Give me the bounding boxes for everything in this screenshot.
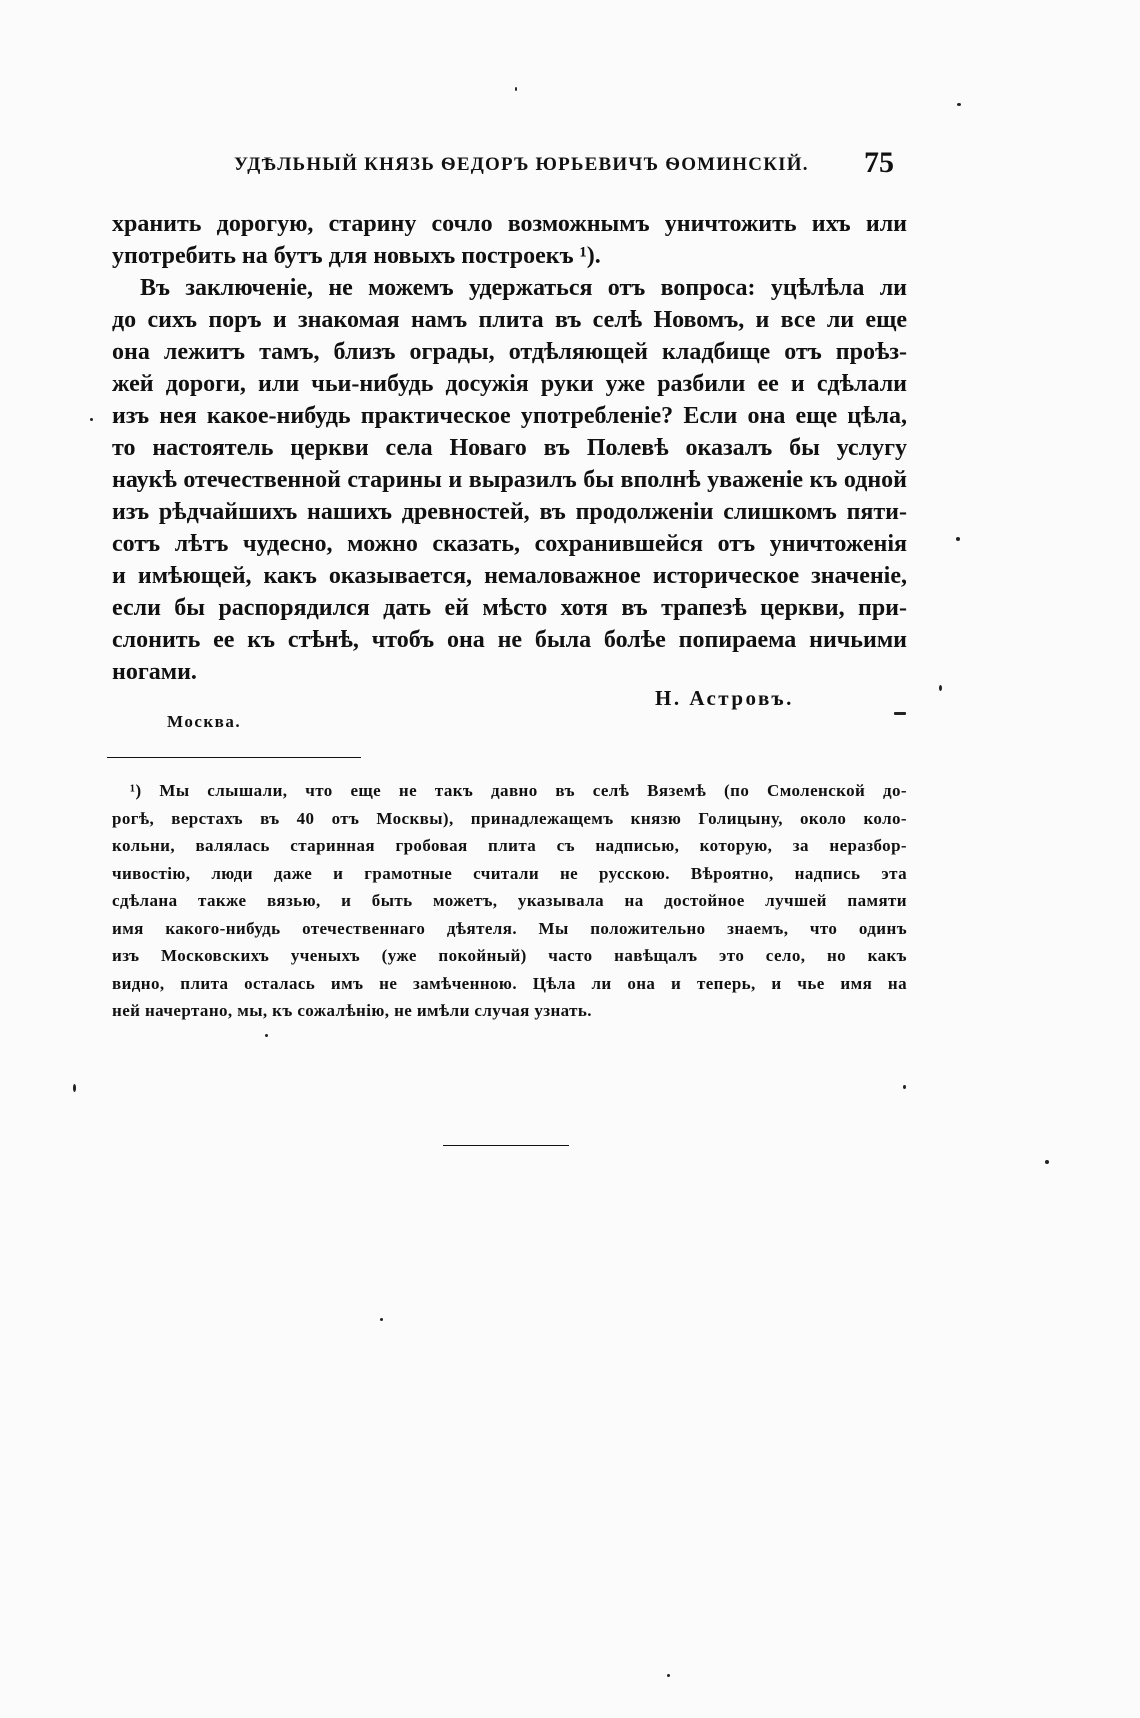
footnote xyxy=(112,777,907,1025)
footnote-divider xyxy=(107,757,361,758)
scan-speck xyxy=(894,712,906,715)
text-line: слонить ее къ стѣнѣ, чтобъ она не была болѣе попираема ничьими xyxy=(112,627,907,653)
author-signature: Н. Астровъ. xyxy=(655,686,794,710)
text-line: если бы распорядился дать ей мѣсто хотя въ трапезѣ церкви, при- xyxy=(112,595,907,621)
scan-speck xyxy=(903,1085,906,1089)
running-head xyxy=(234,146,894,182)
text-line: изъ нея какое-нибудь практическое употребленіе? Если она еще цѣла, xyxy=(112,403,907,429)
place-name: Москва. xyxy=(167,712,242,731)
scan-speck xyxy=(380,1318,383,1321)
footnote-line: чивостію, люди даже и грамотные считали не русскою. Вѣроятно, надпись эта xyxy=(112,863,907,883)
scan-speck xyxy=(939,685,942,691)
footnote-line: ней начертано, мы, къ сожалѣнію, не имѣли случая узнать. xyxy=(112,1001,592,1020)
footnote-line: видно, плита осталась имъ не замѣченною. Цѣла ли она и теперь, и чье имя на xyxy=(112,973,907,993)
scan-speck xyxy=(1045,1160,1049,1164)
scan-speck xyxy=(90,418,93,421)
text-line: ногами. xyxy=(112,659,197,685)
footnote-line: имя какого-нибудь отечественнаго дѣятеля. Мы положительно знаемъ, что одинъ xyxy=(112,918,907,938)
footnote-line: сдѣлана также вязью, и быть можетъ, указывала на достойное лучшей памяти xyxy=(112,891,907,910)
text-line: жей дороги, или чьи-нибудь досужія руки уже разбили ее и сдѣлали xyxy=(112,371,907,397)
text-line: и имѣющей, какъ оказывается, немаловажное историческое значеніе, xyxy=(112,563,907,589)
text-line: то настоятель церкви села Новаго въ Полевѣ оказалъ бы услугу xyxy=(112,435,907,461)
footnote-line: рогѣ, верстахъ въ 40 отъ Москвы), принадлежащемъ князю Голицыну, около коло- xyxy=(112,808,907,828)
text-line: хранить дорогую, старину сочло возможнымъ уничтожить ихъ или xyxy=(112,211,907,237)
footnote-line: кольни, валялась старинная гробовая плита съ надписью, которую, за неразбор- xyxy=(112,836,907,855)
running-title: УДѢЛЬНЫЙ КНЯЗЬ ѲЕДОРЪ ЮРЬЕВИЧЪ ѲОМИНСКІЙ. xyxy=(234,154,809,175)
main-text xyxy=(112,208,907,688)
scan-speck xyxy=(265,1034,268,1037)
text-line: она лежитъ тамъ, близъ ограды, отдѣляющей кладбище отъ проѣз- xyxy=(112,339,907,365)
scan-speck xyxy=(515,87,517,91)
text-line: Въ заключеніе, не можемъ удержаться отъ вопроса: уцѣлѣла ли xyxy=(140,275,907,301)
text-line: употребить на бутъ для новыхъ построекъ ¹). xyxy=(112,243,601,269)
page-number: 75 xyxy=(864,146,894,179)
end-divider xyxy=(443,1145,569,1146)
text-line: сотъ лѣтъ чудесно, можно сказать, сохранившейся отъ уничтоженія xyxy=(112,531,907,557)
text-line: изъ рѣдчайшихъ нашихъ древностей, въ продолженіи слишкомъ пяти- xyxy=(112,499,907,525)
scan-speck xyxy=(956,537,960,541)
text-line: до сихъ поръ и знакомая намъ плита въ селѣ Новомъ, и все ли еще xyxy=(112,307,907,333)
footnote-line: ¹) Мы слышали, что еще не такъ давно въ селѣ Вяземѣ (по Смоленской до- xyxy=(130,781,907,800)
scan-speck xyxy=(73,1084,76,1092)
text-line: наукѣ отечественной старины и выразилъ бы вполнѣ уваженіе къ одной xyxy=(112,467,907,493)
scan-speck xyxy=(957,103,961,106)
footnote-line: изъ Московскихъ ученыхъ (уже покойный) часто навѣщалъ это село, но какъ xyxy=(112,946,907,965)
scan-speck xyxy=(667,1674,670,1677)
